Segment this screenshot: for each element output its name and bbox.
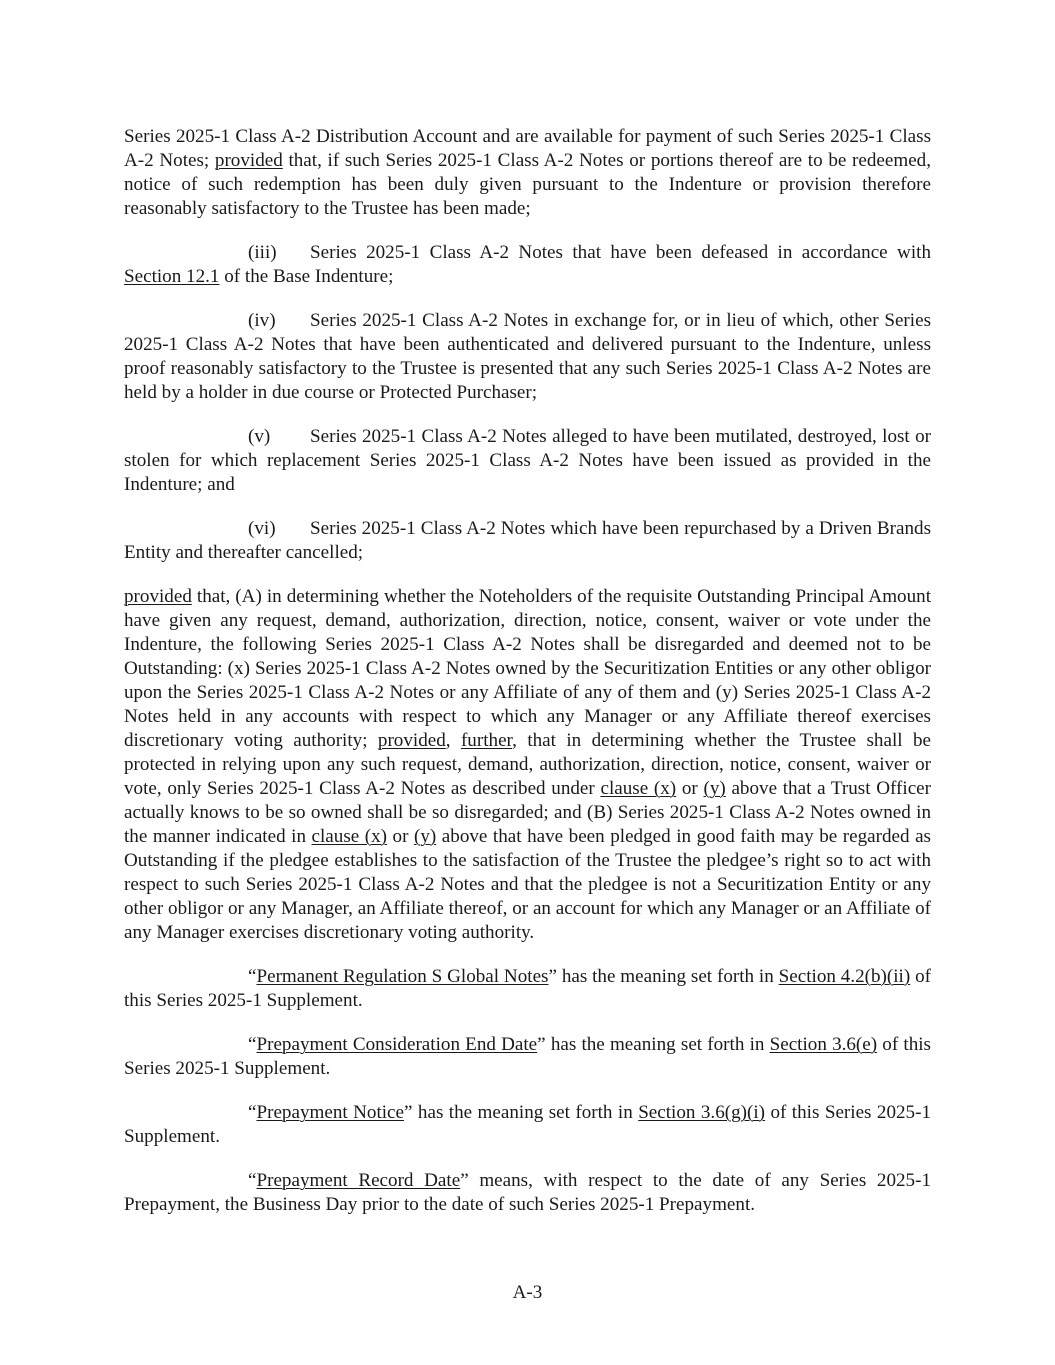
defined-term: Prepayment Consideration End Date	[256, 1034, 538, 1055]
definition-prepayment-record-date	[124, 1169, 931, 1217]
text-segment: ” has the meaning set forth in	[404, 1102, 639, 1123]
item-number: (vi)	[248, 518, 276, 539]
document-body	[124, 125, 931, 1237]
clause-reference: (y)	[414, 826, 437, 847]
provided-term: provided	[214, 150, 283, 171]
text-segment: above that a Trust Officer actually knows to be so owned shall be so disregarded; and (B) Series 2025-1 Class A-2 Notes owned in the manner indicated in	[124, 778, 932, 847]
text-segment: of this Series 2025-1 Supplement.	[124, 1102, 932, 1147]
text-segment: that, if such Series 2025-1 Class A-2 Notes or portions thereof are to be redeemed, notice of such redemption has been duly given pursuant to the Indenture or provision therefore reasonably satisfactory to the Trustee has been made;	[124, 150, 932, 219]
clause-reference: (y)	[703, 778, 726, 799]
text-segment: Series 2025-1 Class A-2 Distribution Account and are available for payment of such Series 2025-1 Class A-2 Notes;	[124, 126, 931, 171]
paragraph-distribution-account	[124, 125, 931, 221]
section-reference: Section 12.1	[124, 266, 220, 287]
text-segment: or	[676, 778, 704, 799]
section-reference: Section 4.2(b)(ii)	[778, 966, 911, 987]
text-segment: of the Base Indenture;	[219, 266, 394, 287]
list-item-iii	[124, 241, 931, 289]
text-segment: of this Series 2025-1 Supplement.	[124, 966, 931, 1011]
text-segment: ” has the meaning set forth in	[537, 1034, 770, 1055]
text-segment: ,	[445, 730, 461, 751]
further-term: further	[460, 730, 513, 751]
item-number: (v)	[248, 426, 271, 447]
open-quote: “	[248, 966, 257, 987]
text-segment: ” has the meaning set forth in	[548, 966, 779, 987]
defined-term: Prepayment Notice	[256, 1102, 405, 1123]
section-reference: Section 3.6(g)(i)	[638, 1102, 766, 1123]
definition-prepayment-consideration-end-date	[124, 1033, 931, 1081]
text-segment: that, (A) in determining whether the Noteholders of the requisite Outstanding Principal Amount have given any request, demand, authorization, direction, notice, consent, waiver or vote under the Indenture, the following Series 2025-1 Class A-2 Notes shall be disregarded and deemed not to be Outstanding: (x) Series 2025-1 Class A-2 Notes owned by the Securitization Entities or any other obligor upon the Series 2025-1 Class A-2 Notes or any Affiliate of any of them and (y) Series 2025-1 Class A-2 Notes held in any accounts with respect to which any Manager or any Affiliate thereof exercises discretionary voting authority;	[124, 586, 931, 751]
definition-permanent-regulation-s-global-notes	[124, 965, 931, 1013]
defined-term: Permanent Regulation S Global Notes	[256, 966, 549, 987]
clause-reference: clause (x)	[311, 826, 388, 847]
open-quote: “	[248, 1034, 257, 1055]
section-reference: Section 3.6(e)	[769, 1034, 878, 1055]
definition-prepayment-notice	[124, 1101, 931, 1149]
text-segment: Series 2025-1 Class A-2 Notes that have been defeased in accordance with	[310, 242, 931, 263]
page-number: A-3	[512, 1282, 543, 1303]
text-segment: , that in determining whether the Trustee shall be protected in relying upon any such request, demand, authorization, direction, notice, consent, waiver or vote, only Series 2025-1 Class A-2 Notes as described under	[124, 730, 931, 799]
list-item-vi	[124, 517, 931, 565]
text-segment: of this Series 2025-1 Supplement.	[124, 1034, 931, 1079]
text-segment: or	[387, 826, 414, 847]
clause-reference: clause (x)	[600, 778, 677, 799]
provided-term: provided	[377, 730, 446, 751]
list-item-v	[124, 425, 931, 497]
text-segment: Series 2025-1 Class A-2 Notes alleged to have been mutilated, destroyed, lost or stolen for which replacement Series 2025-1 Class A-2 Notes have been issued as provided in the Indenture; and	[124, 426, 931, 495]
text-segment: ” means, with respect to the date of any Series 2025-1 Prepayment, the Business Day prior to the date of such Series 2025-1 Prepayment.	[124, 1170, 931, 1215]
text-segment: Series 2025-1 Class A-2 Notes in exchange for, or in lieu of which, other Series 2025-1 Class A-2 Notes that have been authenticated and delivered pursuant to the Indenture, unless proof reasonably satisfactory to the Trustee is presented that any such Series 2025-1 Class A-2 Notes are held by a holder in due course or Protected Purchaser;	[124, 310, 931, 403]
text-segment: above that have been pledged in good faith may be regarded as Outstanding if the pledgee establishes to the satisfaction of the Trustee the pledgee’s right so to act with respect to such Series 2025-1 Class A-2 Notes and that the pledgee is not a Securitization Entity or any other obligor or any Manager, an Affiliate thereof, or an account for which any Manager or an Affiliate of any Manager exercises discretionary voting authority.	[124, 826, 931, 943]
item-number: (iii)	[248, 242, 277, 263]
defined-term: Prepayment Record Date	[256, 1170, 461, 1191]
provided-term: provided	[124, 586, 192, 607]
open-quote: “	[248, 1102, 257, 1123]
text-segment: Series 2025-1 Class A-2 Notes which have been repurchased by a Driven Brands Entity and thereafter cancelled;	[124, 518, 931, 563]
list-item-iv	[124, 309, 931, 405]
proviso-paragraph	[124, 585, 931, 945]
item-number: (iv)	[248, 310, 276, 331]
open-quote: “	[248, 1170, 257, 1191]
